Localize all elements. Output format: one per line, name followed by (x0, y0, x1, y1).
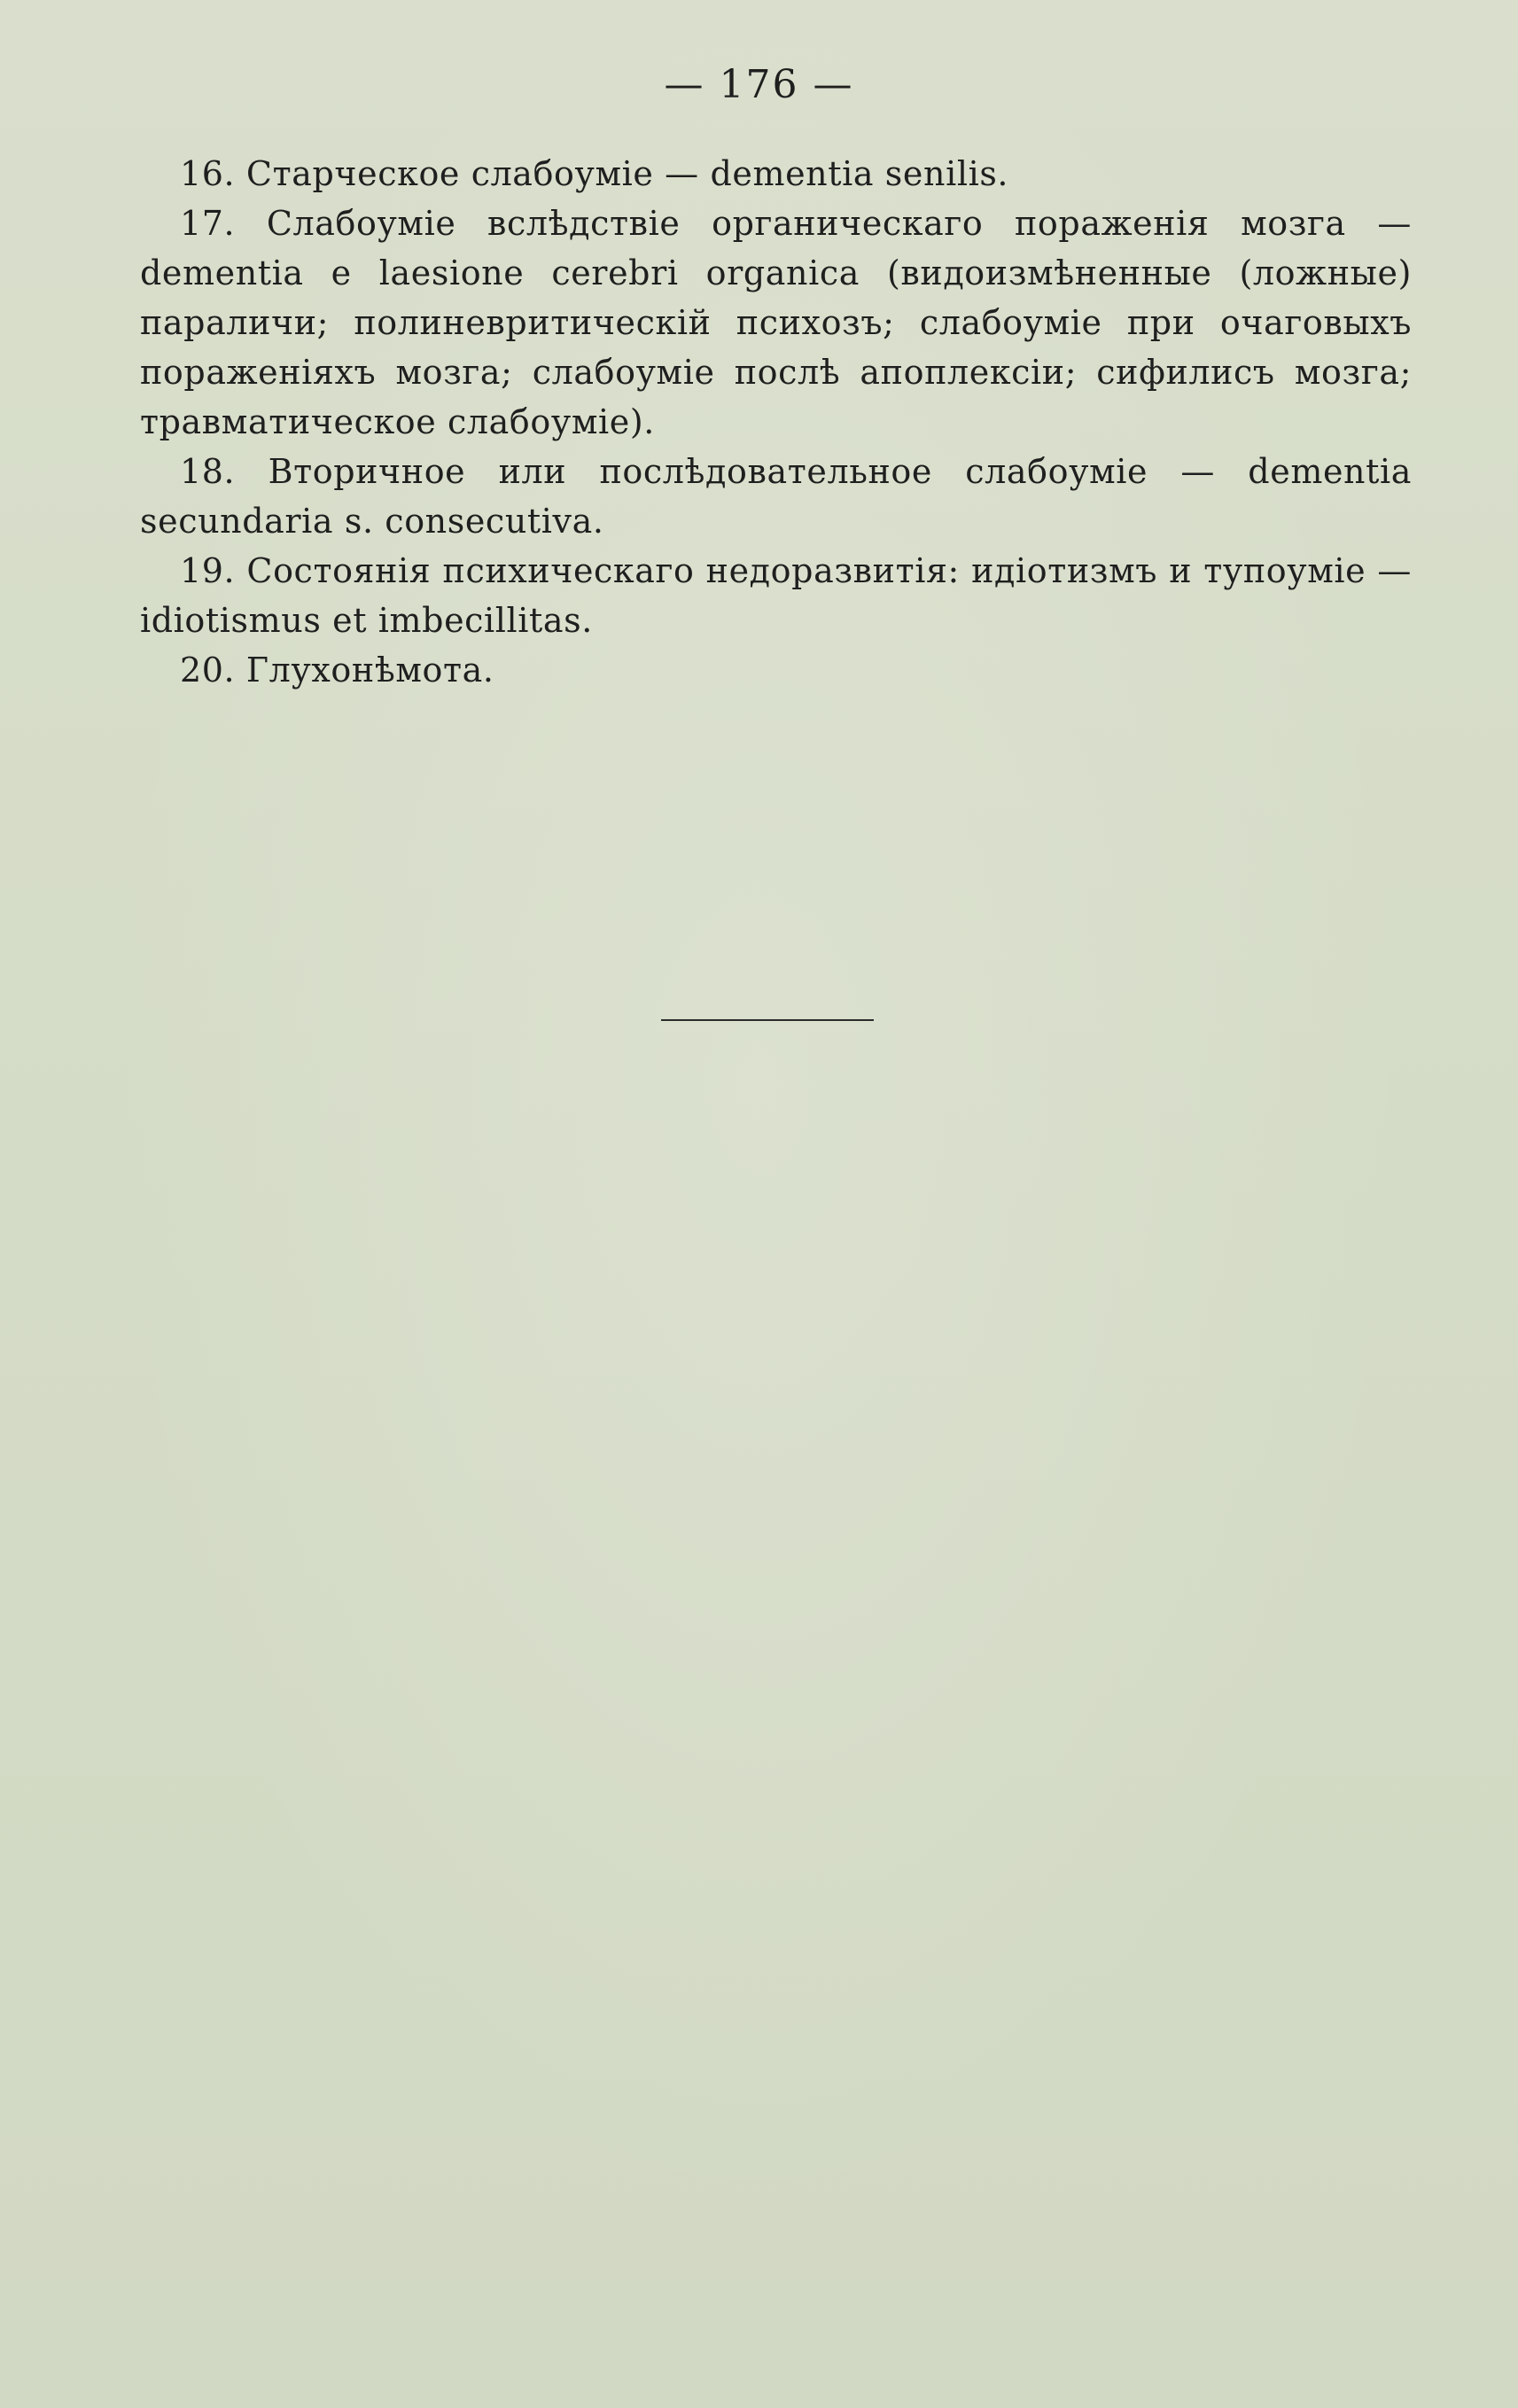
item-text: Вторичное или послѣдовательное слабоумiе — dementia secundaria s. consecutiva. (140, 452, 1412, 541)
item-text: Состоянiя психическаго недоразвитiя: идiотизмъ и тупоумiе — idiotismus et imbecillitas. (140, 551, 1412, 640)
list-item (140, 645, 1412, 695)
item-text: Старческое слабоумiе — dementia senilis. (245, 154, 1009, 193)
list-item (140, 149, 1412, 199)
numbered-list (140, 149, 1412, 695)
list-item (140, 546, 1412, 645)
item-number: 19. (180, 551, 236, 590)
item-text: Слабоумiе вслѣдствiе органическаго пораженiя мозга — dementia e laesione cerebri organica (видоизмѣненные (ложные) параличи; полиневритическiй психозъ; слабоумiе при очаговыхъ пораженiяхъ мозга; слабоумiе послѣ апоплексiи; сифилисъ мозга; травматическое слабоумiе). (140, 204, 1412, 441)
item-text: Глухонѣмота. (245, 651, 494, 690)
list-item (140, 199, 1412, 447)
page-number: — 176 — (664, 62, 854, 107)
section-divider-rule (661, 1019, 874, 1021)
list-item (140, 447, 1412, 546)
item-number: 20. (180, 651, 236, 690)
item-number: 18. (180, 452, 236, 491)
item-number: 16. (180, 154, 236, 193)
item-number: 17. (180, 204, 236, 243)
